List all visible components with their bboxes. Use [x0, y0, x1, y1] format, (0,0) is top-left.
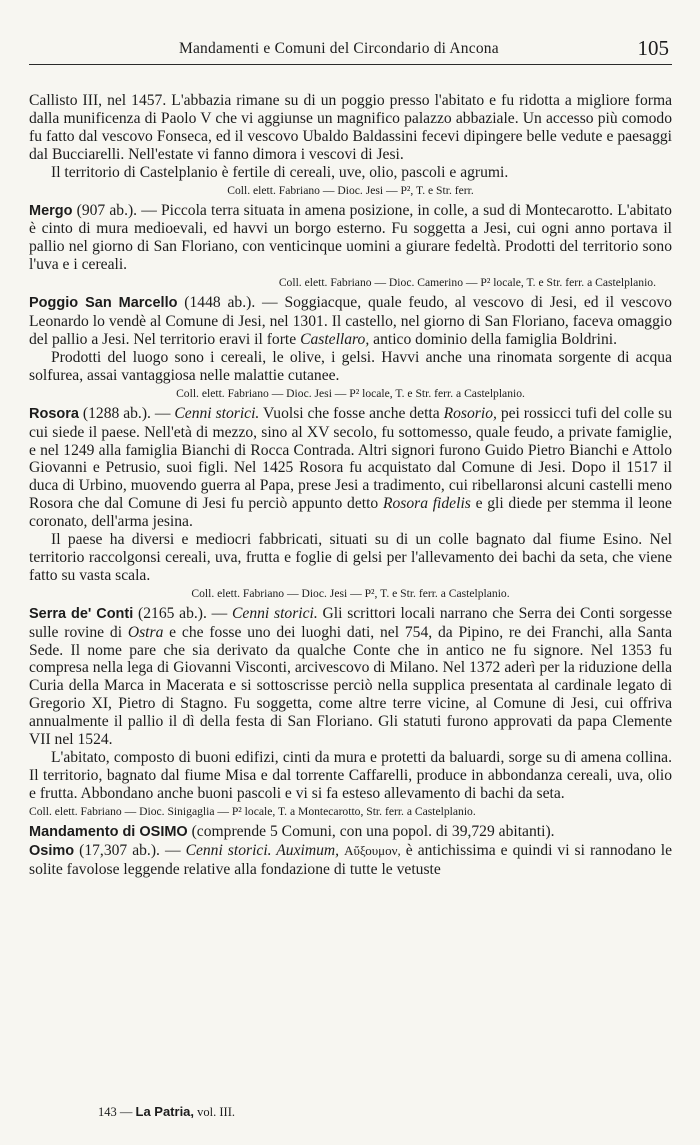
population: (1448 ab.).	[184, 294, 256, 312]
italic-text: Cenni storici.	[232, 604, 318, 622]
entry-paragraph: L'abitato, composto di buoni edifizi, cinti da mura e protetti da baluardi, sorge su di amena collina. Il territorio, bagnato dal fiume Misa e dal torrente Caffarelli, produce in abbondanza cereali, uva, olio e frutta. Abbondano anche buoni pascoli e vi si fa esteso allevamento di bachi da seta.	[29, 749, 672, 802]
entry-name: Serra de' Conti	[29, 605, 134, 622]
population: (17,307 ab.).	[79, 841, 160, 859]
population: (2165 ab.).	[138, 604, 207, 622]
entry-serra-de-conti	[29, 605, 672, 749]
entry-text: è antichissima e quindi vi si rannodano le solite favolose leggende relative alla fondazione di tutte le vetuste	[29, 841, 673, 878]
entry-paragraph: Il paese ha diversi e mediocri fabbricati, situati su di un colle bagnato dal fiume Esino. Nel territorio raccolgonsi cereali, uva, frutta e foglie di gelsi per l'allevamento dei bachi da seta, che viene fatto su vasta scala.	[29, 531, 672, 584]
italic-text: Cenni storici.	[174, 404, 260, 422]
entry-text: pei rossicci tufi del colle su cui siede il paese. Nell'età di mezzo, sino al XV secolo, fu sottomesso, quale feudo, a private famiglie, e nel 1249 alla famiglia Bianchi di Rocca Contrada. Altri signori furono Guido Pietro Bianchi e Attolo Giovanni e Petrusio, suoi figli. Nel 1425 Rosora fu acquistato dal Comune di Jesi. Dopo il 1517 il duca di Urbino, muovendo guerra al Papa, prese Jesi a tradimento, cui ribellaronsi alcuni castelli meno Rosora che dal Comune di Jesi fu perciò appunto detto	[29, 404, 673, 513]
running-header	[29, 38, 672, 65]
body-text	[29, 92, 672, 878]
entry-metadata: Coll. elett. Fabriano — Dioc. Sinigaglia — P² locale, T. a Montecarotto, Str. ferr. a Castelplanio.	[29, 804, 476, 818]
entry-name: Rosora	[29, 405, 79, 422]
entry-text: antico dominio della famiglia Boldrini.	[369, 330, 617, 348]
italic-text: Ostra	[127, 623, 164, 641]
entry-text: Vuolsi che fosse anche detta	[259, 404, 444, 422]
entry-text: — Piccola terra situata in amena posizione, in colle, a sud di Montecarotto. L'abitato è cinto di mura medioevali, ed havvi un borgo esterno. Fu soggetta a Jesi, cui ogni anno portava il pallio nel giorno di San Floriano, con venticinque uomini a giurare fedeltà. Prodotti del territorio sono l'uva e i cereali.	[29, 201, 672, 274]
entry-osimo	[29, 842, 672, 879]
intro-metadata: Coll. elett. Fabriano — Dioc. Jesi — P², T. e Str. ferr.	[227, 183, 474, 197]
entry-text: Gli scrittori locali narrano che Serra dei Conti sorgesse sulle rovine di	[29, 604, 673, 641]
mandamento-text: (comprende 5 Comuni, con una popol. di 39,729 abitanti).	[191, 822, 555, 840]
population: (907 ab.).	[76, 201, 138, 219]
dash: —	[154, 404, 175, 422]
entry-name: Poggio San Marcello	[29, 295, 178, 312]
dash: —	[211, 604, 232, 622]
entry-text: e gli diede per stemma il leone coronato, dell'arma jesina.	[29, 495, 672, 531]
italic-text: Rosora fidelis	[382, 495, 471, 513]
entry-metadata: Coll. elett. Fabriano — Dioc. Camerino — P² locale, T. e Str. ferr. a Castelplanio.	[278, 276, 656, 290]
greek-text: Αὔξουμον,	[344, 842, 401, 858]
entry-metadata: Coll. elett. Fabriano — Dioc. Jesi — P², T. e Str. ferr. a Castelplanio.	[191, 586, 510, 600]
entry-text: — Soggiacque, quale feudo, al vescovo di Jesi, ed il vescovo Leonardo lo vendè al Comune di Jesi, nel 1301. Il castello, nel giorno di San Floriano, faceva omaggio del pallio a Jesi. Nel territorio eravi il forte	[29, 294, 672, 348]
page-number: 105	[637, 36, 669, 60]
mandamento-heading	[29, 823, 672, 842]
running-title: Mandamenti e Comuni del Circondario di Ancona	[179, 40, 499, 57]
entry-name: Osimo	[29, 842, 75, 859]
volume-label: vol. III.	[197, 1105, 235, 1119]
entry-text: e che fosse uno dei luoghi dati, nel 754, da Pipino, re dei Franchi, alla Santa Sede. Il nome pare che sia derivato da qualche Conte che in antico ne fu signore. Nel 1353 fu compresa nella lega di Giovanni Visconti, arcivescovo di Milano. Nel 1372 aderì per la riduzione della Curia della Marca in Macerata e si sottoscrisse perciò nella supplica presentata al cardinale legato di Gregorio XI, Pietro di Stagno. Fu soggetta, come altre terre vicine, al Comune di Jesi, cui offriva annualmente il pallio il dì della festa di San Floriano. Gli statuti furono approvati da papa Clemente VII nel 1524.	[29, 623, 672, 749]
entry-metadata: Coll. elett. Fabriano — Dioc. Jesi — P² locale, T. e Str. ferr. a Castelplanio.	[176, 386, 525, 400]
intro-paragraph: Callisto III, nel 1457. L'abbazia rimane su di un poggio presso l'abitato e fu ridotta a migliore forma dalla munificenza di Paolo V che vi aggiunse un magnifico palazzo abbaziale. Un accesso più comodo fu fatto dal vescovo Fonseca, ed il vescovo Ubaldo Baldassini fecevi dipingere belle vedute e paesaggi dal Bucciarelli. Nell'estate vi fanno dimora i vescovi di Jesi.	[29, 92, 672, 163]
footer-signature	[98, 1104, 235, 1120]
signature-number: 143 —	[98, 1105, 133, 1119]
entry-poggio-san-marcello	[29, 294, 672, 349]
dash: —	[164, 841, 186, 859]
series-title: La Patria,	[135, 1104, 195, 1119]
entry-paragraph: Prodotti del luogo sono i cereali, le olive, i gelsi. Havvi anche una rinomata sorgente di acqua solfurea, assai vantaggiosa nelle malattie cutanee.	[29, 348, 672, 384]
entry-name: Mergo	[29, 202, 73, 219]
entry-rosora	[29, 405, 672, 531]
intro-paragraph-2: Il territorio di Castelplanio è fertile di cereali, uve, olio, pascoli e agrumi.	[51, 163, 509, 181]
italic-text: Rosorio,	[443, 404, 497, 422]
population: (1288 ab.).	[82, 404, 151, 422]
mandamento-name: Mandamento di OSIMO	[29, 823, 188, 840]
italic-text: Castellaro,	[300, 330, 370, 348]
italic-text: Cenni storici. Auximum,	[185, 841, 340, 859]
entry-mergo	[29, 202, 672, 275]
